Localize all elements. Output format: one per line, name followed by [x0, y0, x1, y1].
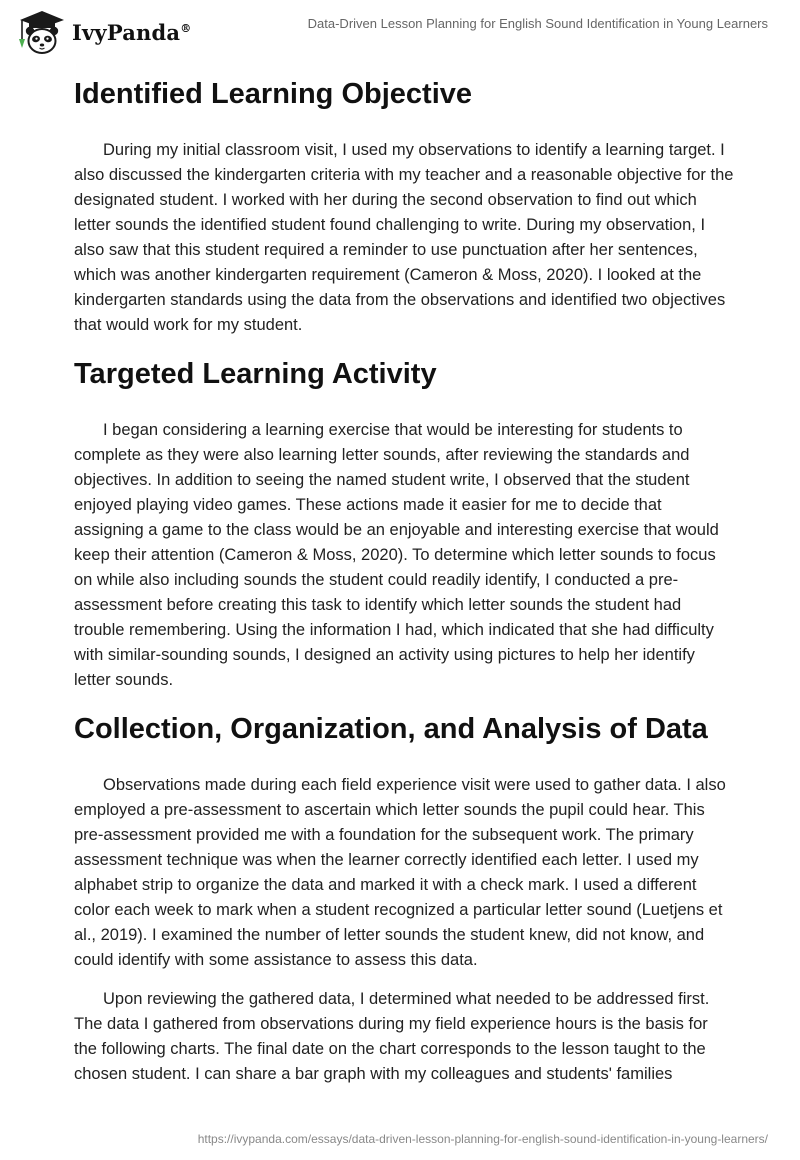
section-targeted-learning-activity: [74, 354, 734, 693]
document-title: Data-Driven Lesson Planning for English Sound Identification in Young Learners: [307, 16, 768, 31]
paragraph: During my initial classroom visit, I used my observations to identify a learning target. I also discussed the kindergarten criteria with my teacher and a reasonable objective for the designated student. I worked with her during the second observation to find out which letter sounds the identified student found challenging to write. During my observation, I also saw that this student required a reminder to use punctuation after her sentences, which was another kindergarten requirement (Cameron & Moss, 2020). I looked at the kindergarten standards using the data from the observations and identified two objectives that would work for my student.: [74, 141, 734, 334]
section-collection-organization-analysis: [74, 709, 734, 1087]
essay-content: [74, 70, 734, 1087]
section-heading: Identified Learning Objective: [74, 78, 473, 110]
panda-graduate-icon: [14, 8, 70, 56]
brand-name: IvyPanda: [72, 19, 181, 45]
page-header: [0, 0, 800, 62]
paragraph: I began considering a learning exercise that would be interesting for students to complete as they were also learning letter sounds, after reviewing the standards and objectives. In addition to seeing the named student write, I observed that the student enjoyed playing video games. These actions made it easier for me to decide that assigning a game to the class would be an enjoyable and interesting exercise that would keep their attention (Cameron & Moss, 2020). To determine which letter sounds to focus on while also including sounds the student could readily identify, I conducted a pre-assessment before creating this task to identify which letter sounds the student had trouble remembering. Using the information I had, which indicated that she had difficulty with similar-sounding sounds, I designed an activity using pictures to help her identify letter sounds.: [74, 421, 719, 689]
section-heading: Collection, Organization, and Analysis of Data: [74, 713, 708, 745]
ivypanda-logo[interactable]: [14, 8, 204, 56]
registered-mark: ®: [180, 21, 192, 35]
paragraph: Upon reviewing the gathered data, I determined what needed to be addressed first. The data I gathered from observations during my field experience hours is the basis for the following charts. The final date on the chart corresponds to the lesson taught to the chosen student. I can share a bar graph with my colleagues and students' families: [74, 990, 710, 1083]
logo-wordmark: [72, 20, 191, 45]
section-identified-learning-objective: [74, 74, 734, 338]
section-heading: Targeted Learning Activity: [74, 358, 437, 390]
paragraph: Observations made during each field experience visit were used to gather data. I also employed a pre-assessment to ascertain which letter sounds the pupil could hear. This pre-assessment provided me with a foundation for the subsequent work. The primary assessment technique was when the learner correctly identified each letter. I used my alphabet strip to organize the data and marked it with a check mark. I used a different color each week to mark when a student recognized a particular letter sound (Luetjens et al., 2019). I examined the number of letter sounds the student knew, did not know, and could identify with some assistance to assess this data.: [74, 776, 726, 969]
source-url-link[interactable]: https://ivypanda.com/essays/data-driven-lesson-planning-for-english-sound-identification-in-young-learners/: [197, 1132, 768, 1146]
